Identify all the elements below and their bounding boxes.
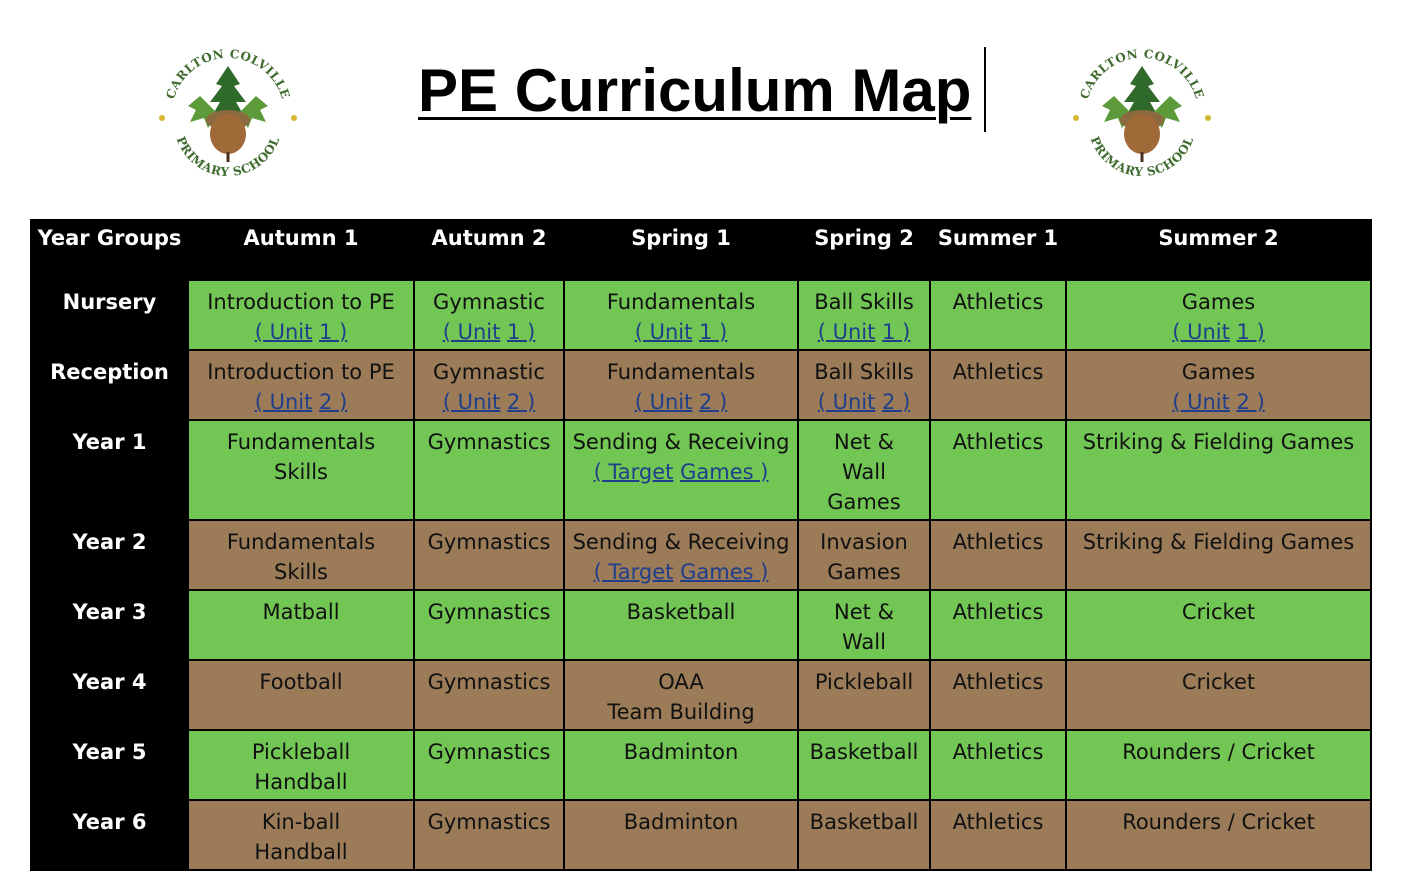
table-cell [188,350,414,420]
cell-text: Team Building [607,700,755,724]
cell-text: Games [827,490,901,514]
school-logo-right [1064,36,1220,192]
cell-text: Introduction to PE [207,290,395,314]
table-cell: Gymnastics [414,660,564,730]
unit-link[interactable]: 1 ) [699,320,728,344]
unit-link[interactable]: ( Unit [817,320,876,344]
column-header: Autumn 2 [414,220,564,280]
table-cell [564,660,798,730]
svg-text:CARLTON COLVILLE: CARLTON COLVILLE [163,46,293,101]
unit-link[interactable]: ( Unit [254,390,313,414]
table-cell: Athletics [930,660,1066,730]
year-group-label: Nursery [31,280,188,350]
cell-text: Pickleball [251,740,351,764]
table-cell [798,520,930,590]
table-cell: Athletics [930,350,1066,420]
cell-text: Skills [274,460,328,484]
column-header: Autumn 1 [188,220,414,280]
column-header: Summer 2 [1066,220,1371,280]
unit-link[interactable]: 1 ) [507,320,536,344]
table-cell: Cricket [1066,590,1371,660]
cell-text: Net & [834,430,894,454]
table-row [31,730,1371,800]
table-cell: Pickleball [798,660,930,730]
cell-text: Games [827,560,901,584]
column-header: Summer 1 [930,220,1066,280]
column-header: Year Groups [31,220,188,280]
unit-link[interactable]: 1 ) [1236,320,1265,344]
table-row [31,660,1371,730]
table-cell [564,520,798,590]
cell-text: Fundamentals [226,430,376,454]
table-cell [798,420,930,520]
column-header: Spring 1 [564,220,798,280]
svg-text:PRIMARY SCHOOL: PRIMARY SCHOOL [173,134,283,180]
cell-text: Gymnastic [433,290,545,314]
table-cell: Athletics [930,590,1066,660]
cell-text: OAA [658,670,704,694]
cell-text: Fundamentals [226,530,376,554]
unit-link[interactable]: ( Target [593,460,674,484]
cell-text: Gymnastic [433,360,545,384]
table-cell [188,280,414,350]
table-cell: Striking & Fielding Games [1066,420,1371,520]
table-cell: Badminton [564,730,798,800]
unit-link[interactable]: 2 ) [319,390,348,414]
year-group-label: Year 3 [31,590,188,660]
table-cell: Gymnastics [414,420,564,520]
cell-text: Fundamentals [606,290,756,314]
table-cell [188,800,414,870]
table-cell [188,420,414,520]
svg-text:PRIMARY SCHOOL: PRIMARY SCHOOL [1087,134,1197,180]
table-row [31,350,1371,420]
cell-text: Wall [842,460,886,484]
cell-text: Sending & Receiving [572,530,790,554]
cell-text: Invasion [820,530,908,554]
table-cell: Athletics [930,520,1066,590]
table-cell [798,350,930,420]
cell-text: Kin-ball [261,810,341,834]
unit-link[interactable]: ( Unit [1172,320,1230,344]
unit-link[interactable]: 2 ) [507,390,536,414]
table-cell: Badminton [564,800,798,870]
unit-link[interactable]: 2 ) [882,390,911,414]
table-cell [414,280,564,350]
table-cell: Striking & Fielding Games [1066,520,1371,590]
cell-text: Skills [274,560,328,584]
table-cell: Gymnastics [414,520,564,590]
table-cell [564,350,798,420]
cell-text: Handball [254,840,348,864]
table-cell: Athletics [930,730,1066,800]
table-cell [564,420,798,520]
header-row [31,220,1371,280]
text-cursor [984,47,986,132]
year-group-label: Year 5 [31,730,188,800]
cell-text: Games [1181,360,1256,384]
unit-link[interactable]: Games ) [680,460,769,484]
table-row [31,420,1371,520]
cell-text: Ball Skills [814,360,914,384]
table-cell: Athletics [930,800,1066,870]
svg-text:CARLTON COLVILLE: CARLTON COLVILLE [1077,46,1207,101]
column-header: Spring 2 [798,220,930,280]
year-group-label: Year 4 [31,660,188,730]
table-cell [188,520,414,590]
table-cell [1066,280,1371,350]
table-cell [188,730,414,800]
unit-link[interactable]: 1 ) [882,320,911,344]
unit-link[interactable]: ( Unit [634,390,693,414]
page-title: PE Curriculum Map [418,57,972,124]
table-cell: Athletics [930,280,1066,350]
unit-link[interactable]: ( Target [593,560,674,584]
year-group-label: Year 1 [31,420,188,520]
table-cell: Matball [188,590,414,660]
cell-text: Ball Skills [814,290,914,314]
table-cell: Rounders / Cricket [1066,730,1371,800]
cell-text: Wall [842,630,886,654]
table-row [31,590,1371,660]
unit-link[interactable]: ( Unit [442,320,501,344]
table-cell [1066,350,1371,420]
table-cell: Football [188,660,414,730]
year-group-label: Year 2 [31,520,188,590]
unit-link[interactable]: 2 ) [1236,390,1265,414]
table-cell: Rounders / Cricket [1066,800,1371,870]
table-cell: Gymnastics [414,590,564,660]
unit-link[interactable]: ( Unit [1172,390,1230,414]
table-cell: Gymnastics [414,730,564,800]
unit-link[interactable]: 1 ) [319,320,348,344]
cell-text: Handball [254,770,348,794]
cell-text: Games [1181,290,1256,314]
table-cell: Gymnastics [414,800,564,870]
curriculum-table [30,219,1372,871]
table-cell: Cricket [1066,660,1371,730]
table-cell [798,590,930,660]
table-cell: Athletics [930,420,1066,520]
cell-text: Introduction to PE [207,360,395,384]
unit-link[interactable]: Games ) [680,560,769,584]
unit-link[interactable]: 2 ) [699,390,728,414]
table-cell: Basketball [798,800,930,870]
table-cell [414,350,564,420]
cell-text: Net & [834,600,894,624]
unit-link[interactable]: ( Unit [817,390,876,414]
table-cell [798,280,930,350]
table-cell: Basketball [798,730,930,800]
cell-text: Sending & Receiving [572,430,790,454]
unit-link[interactable]: ( Unit [254,320,313,344]
unit-link[interactable]: ( Unit [634,320,693,344]
cell-text: Fundamentals [606,360,756,384]
table-row [31,520,1371,590]
table-cell [564,280,798,350]
table-cell: Basketball [564,590,798,660]
table-row [31,800,1371,870]
year-group-label: Reception [31,350,188,420]
unit-link[interactable]: ( Unit [442,390,501,414]
year-group-label: Year 6 [31,800,188,870]
table-row [31,280,1371,350]
school-logo-left [150,36,306,192]
